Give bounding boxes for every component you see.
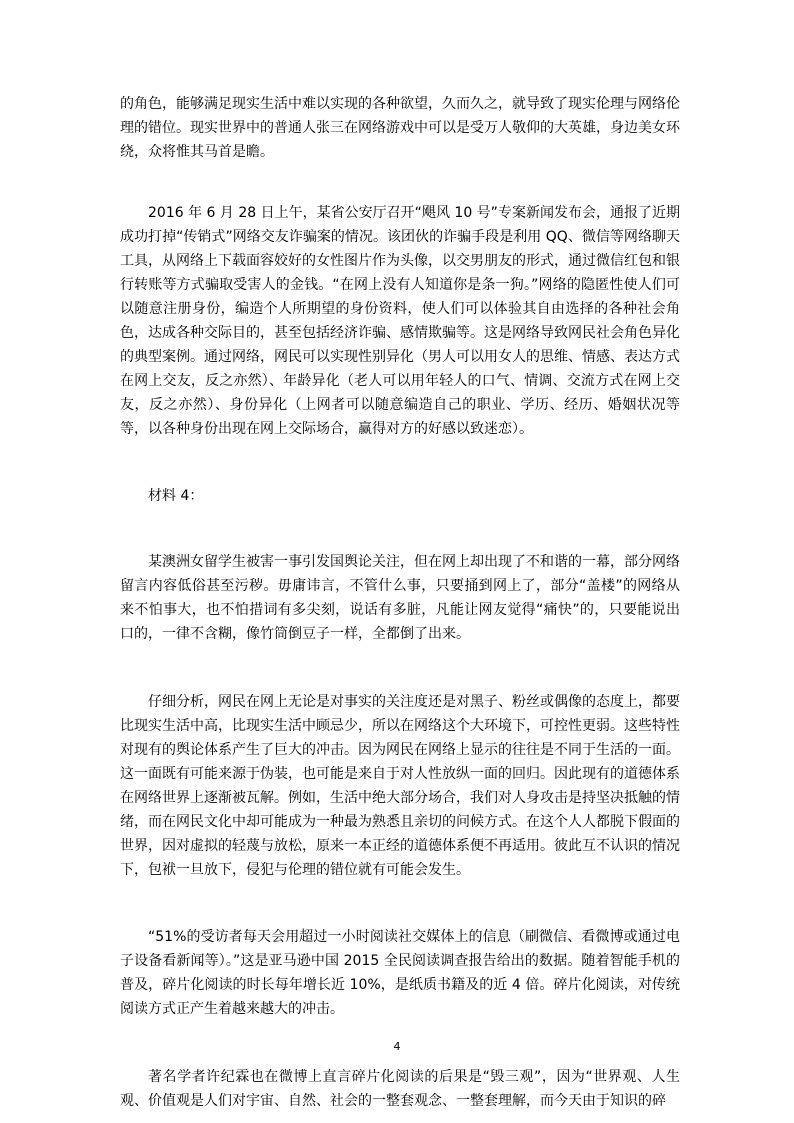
paragraph-fraud-case: 2016 年 6 月 28 日上午，某省公安厅召开“飓风 10 号”专案新闻发布会，通报了近期成功打掉“传销式”网络交友诈骗案的情况。该团伙的诈骗手段是利用 QQ、微信等网络聊天工具，从网络上下载面容姣好的女性图片作为头像，以交男朋友的形式，通过微信红包和银行转账等方式骗取受害人的金钱。“在网上没有人知道你是条一狗。”网络的隐匿性使人们可以随意注册身份，编造个人所期望的身份资料，使人们可以体验其自由选择的各种社会角色，达成各种交际目的，甚至包括经济诈骗、感情欺骗等。这是网络导致网民社会角色异化的典型案例。通过网络，网民可以实现性别异化（男人可以用女人的思维、情感、表达方式在网上交友，反之亦然）、年龄异化（老人可以用年轻人的口气、情调、交流方式在网上交友，反之亦然）、身份异化（上网者可以随意编造自己的职业、学历、经历、婚姻状况等等，以各种身份出现在网上交际场合，赢得对方的好感以致迷恋）。 (120, 205, 680, 437)
paragraph-scholar-quote: 著名学者许纪霖也在微博上直言碎片化阅读的后果是“毁三观”，因为“世界观、人生观、价值观是人们对宇宙、自然、社会的一整套观念、一整套理解，而今天由于知识的碎 (120, 1069, 680, 1109)
paragraph-role-dislocation: 的角色，能够满足现实生活中难以实现的各种欲望，久而久之，就导致了现实伦理与网络伦理的错位。现实世界中的普通人张三在网络游戏中可以是受万人敬仰的大英雄，身边美女环绕，众将惟其马首是瞻。 (120, 96, 680, 160)
page-number: 4 (393, 1040, 401, 1053)
paragraph-student-case: 某澳洲女留学生被害一事引发国舆论关注，但在网上却出现了不和谐的一幕，部分网络留言内容低俗甚至污秽。毋庸讳言，不管什么事，只要捅到网上了，部分“盖楼”的网络从来不怕事大，也不怕措词有多尖刻，说话有多脏，凡能让网友觉得“痛快”的，只要能说出口的，一律不含糊，像竹筒倒豆子一样，全都倒了出来。 (120, 554, 680, 642)
document-body (120, 92, 680, 1113)
material-heading: 材料 4： (148, 488, 204, 504)
paragraph-analysis: 仔细分析，网民在网上无论是对事实的关注度还是对黑子、粉丝或偶像的态度上，都要比现实生活中高，比现实生活中顾忌少，所以在网络这个大环境下，可控性更弱。这些特性对现有的舆论体系产生了巨大的冲击。因为网民在网络上显示的往往是不同于生活的一面。这一面既有可能来源于伪装，也可能是来自于对人性放纵一面的回归。因此现有的道德体系在网络世界上逐渐被瓦解。例如，生活中绝大部分场合，我们对人身攻击是持坚决抵触的情绪，而在网民文化中却可能成为一种最为熟悉且亲切的问候方式。在这个人人都脱下假面的世界，因对虚拟的轻蔑与放松，原来一本正经的道德体系便不再适用。彼此互不认识的情况下，包袱一旦放下，侵犯与伦理的错位就有可能会发生。 (120, 694, 680, 878)
paragraph-reading-survey: “51%的受访者每天会用超过一小时阅读社交媒体上的信息（刷微信、看微博或通过电子设备看新闻等）。”这是亚马逊中国 2015 全民阅读调查报告给出的数据。随着智能手机的普及，碎片化阅读的时长每年增长近 10%，是纸质书籍及的近 4 倍。碎片化阅读，对传统阅读方式正产生着越来越大的冲击。 (120, 929, 680, 1017)
